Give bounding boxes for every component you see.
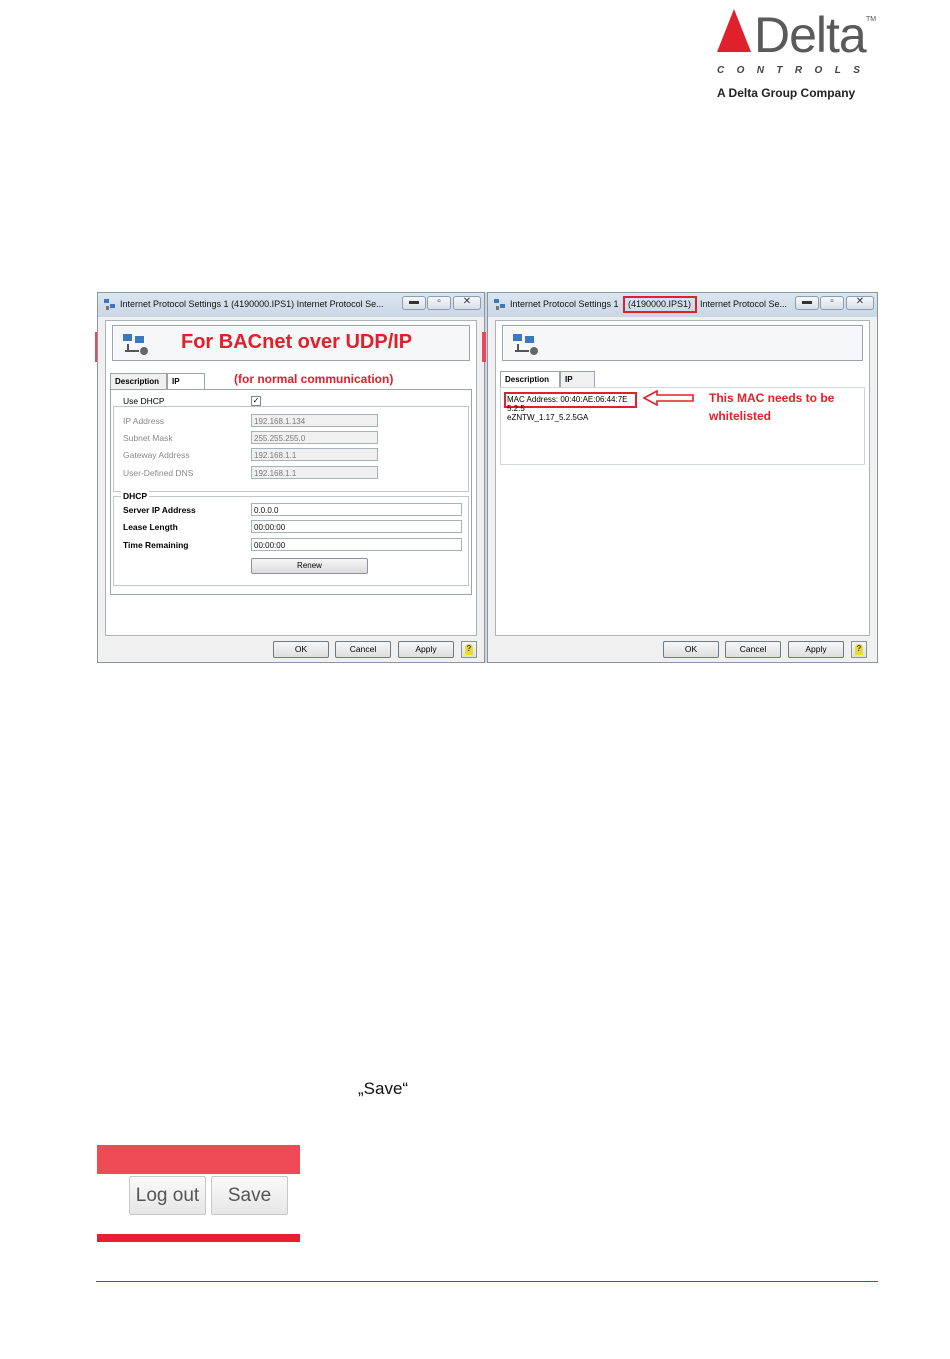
arrow-left-icon — [643, 390, 695, 406]
whitelist-note-line1: This MAC needs to be — [709, 391, 835, 405]
header-box — [112, 325, 470, 361]
maximize-button[interactable]: ▫ — [820, 296, 844, 310]
window-title-prefix: Internet Protocol Settings 1 — [510, 299, 619, 309]
lease-length-label: Lease Length — [123, 522, 178, 532]
save-button[interactable]: Save — [211, 1176, 288, 1215]
tab-description[interactable]: Description — [110, 373, 167, 389]
minimize-button[interactable]: ▬ — [795, 296, 819, 310]
logo-word: Delta — [754, 7, 866, 63]
dialog-button-bar — [98, 641, 486, 659]
app-icon — [104, 299, 116, 311]
ok-button[interactable]: OK — [273, 641, 329, 658]
save-caption: „Save“ — [358, 1079, 409, 1098]
tab-annotation: (for normal communication) — [234, 372, 394, 386]
ok-button[interactable]: OK — [663, 641, 719, 658]
firmware-version-text: 5.2.5 — [507, 404, 525, 413]
ip-settings-window-left — [97, 292, 485, 663]
gateway-address-field[interactable]: 192.168.1.1 — [251, 448, 378, 461]
dns-field[interactable]: 192.168.1.1 — [251, 466, 378, 479]
gateway-address-label: Gateway Address — [123, 450, 190, 460]
header-box — [502, 325, 863, 361]
lease-length-field[interactable]: 00:00:00 — [251, 520, 462, 533]
window-title-object: (4190000.IPS1) — [628, 299, 692, 309]
whitelist-note-line2: whitelisted — [709, 409, 772, 423]
close-button[interactable]: ✕ — [453, 296, 481, 310]
server-ip-label: Server IP Address — [123, 505, 196, 515]
renew-button[interactable]: Renew — [251, 558, 368, 574]
app-icon — [494, 299, 506, 311]
subnet-mask-field[interactable]: 255.255.255.0 — [251, 431, 378, 444]
close-button[interactable]: ✕ — [846, 296, 874, 310]
description-tab-page — [500, 387, 865, 465]
header-title: For BACnet over UDP/IP — [181, 331, 413, 353]
tab-ip[interactable]: IP — [167, 373, 205, 390]
cancel-button[interactable]: Cancel — [725, 641, 781, 658]
snippet-header-bar — [97, 1145, 300, 1174]
server-ip-field[interactable]: 0.0.0.0 — [251, 503, 462, 516]
title-highlight-box — [623, 296, 697, 313]
ip-address-field[interactable]: 192.168.1.134 — [251, 414, 378, 427]
firmware-name-text: eZNTW_1.17_5.2.5GA — [507, 413, 589, 422]
time-remaining-label: Time Remaining — [123, 540, 189, 550]
ip-settings-window-right — [487, 292, 878, 663]
snippet-footer-bar — [97, 1234, 300, 1242]
network-icon — [123, 334, 151, 356]
logout-button[interactable]: Log out — [129, 1176, 206, 1215]
dialog-button-bar — [488, 641, 879, 659]
help-button[interactable] — [461, 641, 477, 658]
window-panel — [495, 320, 870, 636]
help-icon: ? — [856, 644, 862, 653]
ip-tab-page — [110, 389, 472, 595]
tab-ip[interactable]: IP — [560, 371, 595, 387]
use-dhcp-checkbox[interactable]: ✓ — [252, 396, 260, 405]
minimize-button[interactable]: ▬ — [402, 296, 426, 310]
dns-label: User-Defined DNS — [123, 468, 194, 478]
window-titlebar[interactable] — [488, 293, 877, 317]
footer-divider — [96, 1281, 878, 1282]
window-panel — [105, 320, 477, 636]
cancel-button[interactable]: Cancel — [335, 641, 391, 658]
apply-button[interactable]: Apply — [398, 641, 454, 658]
delta-triangle-icon — [716, 8, 752, 54]
window-title: Internet Protocol Settings 1 (4190000.IPS1) Internet Protocol Se... — [120, 299, 384, 309]
window-titlebar[interactable] — [98, 293, 484, 317]
ip-address-label: IP Address — [123, 416, 164, 426]
help-icon: ? — [466, 644, 472, 653]
mac-address-text: MAC Address: 00:40:AE:06:44:7E — [507, 395, 628, 404]
apply-button[interactable]: Apply — [788, 641, 844, 658]
dhcp-group-legend: DHCP — [123, 491, 148, 501]
dialog-screenshots — [97, 292, 878, 663]
window-title-suffix: Internet Protocol Se... — [700, 299, 788, 309]
tab-description[interactable]: Description — [500, 371, 560, 388]
subnet-mask-label: Subnet Mask — [123, 433, 173, 443]
network-icon — [513, 334, 541, 356]
logo-tagline: A Delta Group Company — [717, 86, 856, 100]
time-remaining-field[interactable]: 00:00:00 — [251, 538, 462, 551]
maximize-button[interactable]: ▫ — [427, 296, 451, 310]
help-button[interactable] — [851, 641, 867, 658]
logo-tm: TM — [866, 16, 877, 23]
logo-controls: CONTROLS — [717, 65, 873, 76]
delta-controls-logo — [716, 8, 876, 98]
use-dhcp-label: Use DHCP — [123, 396, 165, 406]
